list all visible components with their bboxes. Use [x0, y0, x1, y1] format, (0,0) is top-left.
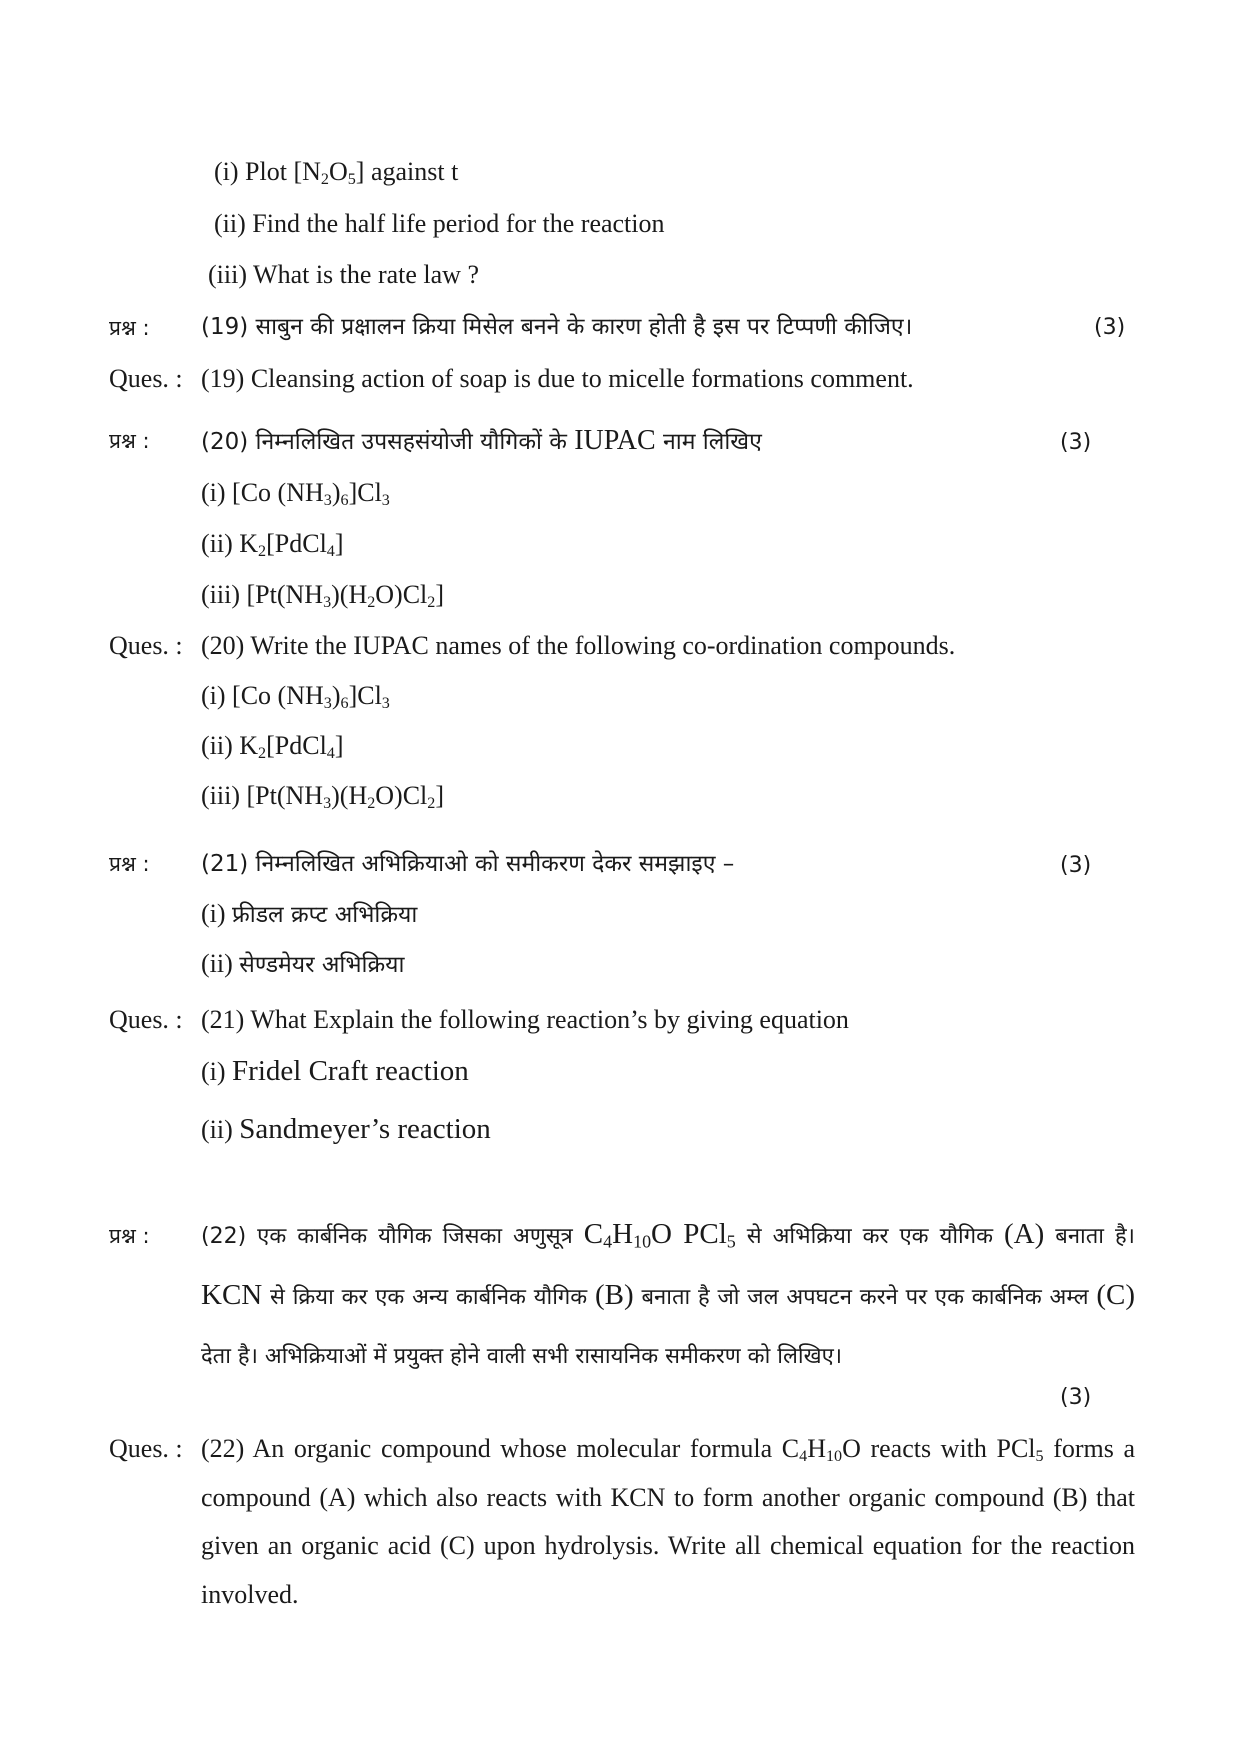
q21-en-item-ii: (ii) Sandmeyer’s reaction — [201, 1113, 491, 1145]
q21-en-item-i: (i) Fridel Craft reaction — [201, 1055, 469, 1087]
q22-marks: (3) — [1060, 1385, 1092, 1410]
q20-hi-item-ii: (ii) $K_2[PdCl_4]$ — [201, 529, 344, 561]
ques-label-20: Ques. : — [109, 631, 183, 660]
q20-en-item-i: (i) [Co $(NH_3)_6]Cl_3$ — [201, 681, 390, 713]
q19-marks: (3) — [1094, 315, 1126, 340]
q18-item-ii: (ii) Find the half life period for the reaction — [214, 209, 665, 238]
q20-hindi: (20) निम्नलिखित उपसहसंयोजी यौगिकों के IUPAC नाम लिखिए — [201, 425, 762, 456]
prashn-label-19: प्रश्न : — [109, 316, 150, 340]
q18-item-iii: (iii) What is the rate law ? — [208, 260, 479, 289]
q19-hindi: (19) साबुन की प्रक्षालन क्रिया मिसेल बनने के कारण होती है इस पर टिप्पणी कीजिए। — [201, 314, 913, 340]
prashn-label-22: प्रश्न : — [109, 1224, 150, 1248]
ques-label-21: Ques. : — [109, 1005, 183, 1034]
ques-label-22: Ques. : — [109, 1434, 183, 1463]
q21-hi-item-ii: (ii) सेण्डमेयर अभिक्रिया — [201, 949, 405, 978]
q21-marks: (3) — [1060, 853, 1092, 878]
q22-english: (22) An organic compound whose molecular formula $C_4H_{10}O$ reacts with PCl$_5$ forms a compound (A) which also reacts with KCN to form another organic compound (B) that given an organic acid (C) upon hydrolysis. Write all chemical equation for the reaction involved. — [201, 1434, 1136, 1609]
q20-english: (20) Write the IUPAC names of the following co-ordination compounds. — [201, 631, 956, 660]
q20-en-item-iii: (iii) $[Pt(NH_3)(H_2O)Cl_2]$ — [201, 781, 445, 813]
ques-label-19: Ques. : — [109, 364, 183, 393]
prashn-label-21: प्रश्न : — [109, 852, 150, 876]
q21-hi-item-i: (i) फ्रीडल क्रप्ट अभिक्रिया — [201, 899, 418, 928]
q21-hindi: (21) निम्नलिखित अभिक्रियाओ को समीकरण देकर समझाइए – — [201, 851, 735, 877]
q21-english: (21) What Explain the following reaction’s by giving equation — [201, 1005, 849, 1034]
q18-item-i: (i) Plot $[N_2O_5]$ against t — [214, 157, 459, 189]
q20-hi-item-i: (i) [Co $(NH_3)_6]Cl_3$ — [201, 478, 390, 510]
q20-hi-item-iii: (iii) $[Pt(NH_3)(H_2O)Cl_2]$ — [201, 580, 445, 612]
q20-marks: (3) — [1060, 430, 1092, 455]
q19-english: (19) Cleansing action of soap is due to micelle formations comment. — [201, 364, 914, 393]
q22-hindi: (22) एक कार्बनिक यौगिक जिसका अणुसूत्र $C_4H_{10}O$ PCl$_5$ से अभिक्रिया कर एक यौगिक (A) बनाता है। KCN से क्रिया कर एक अन्य कार्बनिक यौगिक (B) बनाता है जो जल अपघटन करने पर एक कार्बनिक अम्ल (C) देता है। अभिक्रियाओं में प्रयुक्त होने वाली सभी रासायनिक समीकरण को लिखिए। — [201, 1218, 1136, 1369]
prashn-label-20: प्रश्न : — [109, 429, 150, 453]
q20-en-item-ii: (ii) $K_2[PdCl_4]$ — [201, 731, 344, 763]
